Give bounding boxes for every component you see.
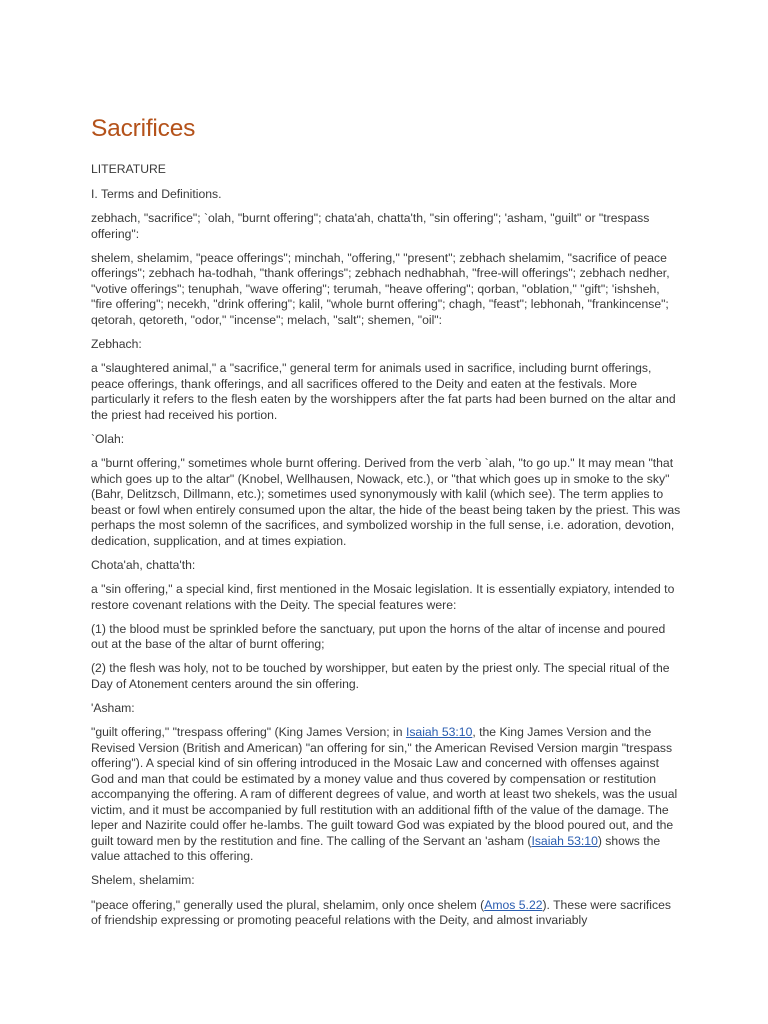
part-heading: I. Terms and Definitions. (91, 186, 222, 201)
heading-olah: `Olah: (91, 431, 125, 446)
asham-text-1: "guilt offering," "trespass offering" (King James Version; in (91, 725, 406, 739)
paragraph-asham (91, 725, 681, 865)
link-isaiah-53-10-second[interactable]: Isaiah 53:10 (531, 833, 598, 848)
article-body (91, 114, 681, 937)
asham-text-2: , the King James Version and the Revised Version (British and American) "an offering for sin," the American Revised Version margin "trespass offering"). A special kind of sin offering introduced in the Mosaic Law and concerned with offenses against God and man that could be estimated by a money value and thus covered by compensation or restitution accompanying the offering. A ram of different degrees of value, and worth at least two shekels, was the usual victim, and it must be accompanied by full restitution with an additional fifth of the value of the damage. The leper and Nazirite could offer he-lambs. The guilt toward God was expiated by the blood poured out, and the guilt toward men by the restitution and fine. The calling of the Servant an 'asham ( (91, 725, 678, 848)
page-title: Sacrifices (91, 115, 196, 142)
paragraph-olah: a "burnt offering," sometimes whole burnt offering. Derived from the verb `alah, "to go up." It may mean "that which goes up to the altar" (Knobel, Wellhausen, Nowack, etc.), or "that which goes up in smoke to the sky" (Bahr, Delitzsch, Dillmann, etc.); sometimes used synonymously with kalil (which see). The term applies to beast or fowl when entirely consumed upon the altar, the hide of the beast being taken by the priest. This was perhaps the most solemn of the sacrifices, and symbolized worship in the full sense, i.e. adoration, devotion, dedication, supplication, and at times expiation. (91, 456, 681, 548)
paragraph-terms-1: zebhach, "sacrifice"; `olah, "burnt offering"; chata'ah, chatta'th, "sin offering"; 'asham, "guilt" or "trespass offering": (91, 211, 650, 241)
section-heading: LITERATURE (91, 162, 166, 176)
shelem-text-1: "peace offering," generally used the plural, shelamim, only once shelem ( (91, 897, 485, 912)
shelem-text-2: ). These were sacrifices of friendship expressing or promoting peaceful relations with the Deity, and almost invariably (91, 897, 671, 927)
paragraph-feature-2: (2) the flesh was holy, not to be touched by worshipper, but eaten by the priest only. The special ritual of the Day of Atonement centers around the sin offering. (91, 661, 670, 691)
heading-zebhach: Zebhach: (91, 336, 142, 351)
paragraph-chotaah: a "sin offering," a special kind, first mentioned in the Mosaic legislation. It is essentially expiatory, intended to restore covenant relations with the Deity. The special features were: (91, 582, 675, 612)
heading-chotaah: Chota'ah, chatta'th: (91, 557, 196, 572)
paragraph-terms-2: shelem, shelamim, "peace offerings"; minchah, "offering," "present"; zebhach shelamim, "sacrifice of peace offerings"; zebhach ha-todhah, "thank offerings"; zebhach nedhabhah, "free-will offerings"; zebhach nedher, "votive offerings"; tenuphah, "wave offering"; terumah, "heave offering"; qorban, "oblation," "gift"; 'ishsheh, "fire offering"; necekh, "drink offering"; kalil, "whole burnt offering"; chagh, "feast"; lebhonah, "frankincense"; qetorah, qetoreth, "odor," "incense"; melach, "salt"; shemen, "oil": (91, 250, 670, 327)
link-amos-5-22[interactable]: Amos 5.22 (484, 897, 543, 912)
paragraph-feature-1: (1) the blood must be sprinkled before the sanctuary, put upon the horns of the altar of incense and poured out at the base of the altar of burnt offering; (91, 621, 666, 651)
asham-text-3: ) shows the value attached to this offering. (91, 833, 661, 863)
paragraph-zebhach: a "slaughtered animal," a "sacrifice," general term for animals used in sacrifice, including burnt offerings, peace offerings, thank offerings, and all sacrifices offered to the Deity and eaten at the festivals. More particularly it refers to the flesh eaten by the worshippers after the fat parts had been burned on the altar and the priest had received his portion. (91, 361, 676, 422)
link-isaiah-53-10[interactable]: Isaiah 53:10 (405, 725, 473, 739)
paragraph-shelem (91, 898, 681, 929)
heading-asham: 'Asham: (91, 700, 135, 715)
heading-shelem: Shelem, shelamim: (91, 873, 195, 887)
